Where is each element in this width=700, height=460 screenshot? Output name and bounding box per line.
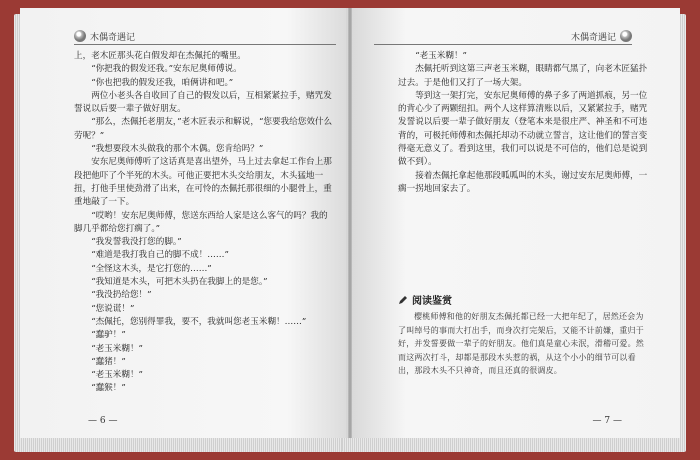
puppet-logo-icon (74, 30, 86, 42)
paragraph: “杰佩托，您别得罪我，要不，我就叫您老玉米糊！……” (91, 316, 307, 327)
paragraph: “老玉米糊！” (91, 370, 143, 381)
pen-icon (398, 295, 408, 305)
paragraph: “蠢猪！” (91, 356, 126, 367)
paragraph: 杰佩托听到这第三声老玉米糊，眼睛都气黑了，向老木匠猛扑过去。于是他们又打了一场大架。 (398, 64, 648, 88)
paragraph: “那么，杰佩托老朋友，”老木匠表示和解说，“您要我给您效什么劳呢？” (74, 117, 333, 141)
paragraph: 安东尼奥师傅听了这话真是喜出望外，马上过去拿起工作台上那段把他吓了个半死的木头。可他正要把木头交给朋友，木头猛地一扭，打他手里使劲滑了出来，在可怜的杰佩托那很细的小腿骨上，重重地敲了一下。 (74, 157, 332, 208)
left-running-head (74, 28, 135, 44)
paragraph: “你把我的假发还我。”安东尼奥师傅说。 (91, 64, 242, 75)
header-rule (74, 44, 336, 45)
paragraph: “哎哟！安东尼奥师傅，您送东西给人家是这么客气的吗？我的脚几乎都给您打瘸了。” (74, 210, 328, 234)
running-title: 木偶奇遇记 (570, 32, 616, 43)
page-number: — 6 — (88, 416, 118, 426)
paragraph: “老玉米糊！” (91, 343, 143, 354)
section-body (398, 310, 650, 378)
right-running-head (571, 28, 632, 44)
right-page-body (398, 50, 650, 196)
header-rule (374, 44, 632, 45)
paragraph: “难道是我打我自己的脚不成！……” (91, 250, 229, 261)
section-paragraph: 樱桃师傅和他的好朋友杰佩托都已经一大把年纪了，居然还会为了叫绰号的事而大打出手，而身次打完架后，又能不计前嫌，重归于好，并发誓要做一辈子的好朋友。他们真是童心未泯，滑稽可爱。然而这两次打斗，却都是那段木头惹的祸，从这个小小的细节可以看出，那段木头不只神奇，而且还真的很调皮。 (398, 312, 644, 375)
left-page-body (74, 50, 336, 396)
paragraph: 上，老木匠那头花白假发却在杰佩托的嘴里。 (74, 51, 246, 61)
paragraph: 两位小老头各自收回了自己的假发以后，互相紧紧拉手，赌咒发誓说以后要一辈子做好朋友。 (74, 90, 332, 115)
paragraph: “蠢猴！” (91, 383, 126, 394)
paragraph: “我没扔给您！” (91, 290, 152, 301)
paragraph: “你也把我的假发还我，咱俩讲和吧。” (91, 77, 234, 88)
book-gutter (348, 8, 352, 438)
puppet-logo-icon (620, 30, 632, 42)
running-title: 木偶奇遇记 (90, 32, 136, 43)
paragraph: “蠢驴！” (91, 330, 126, 341)
section-heading (398, 292, 452, 307)
paragraph: “我知道是木头，可把木头扔在我脚上的是您。” (91, 277, 268, 288)
section-title: 阅读鉴赏 (412, 296, 452, 307)
paragraph: “我想要段木头做我的那个木偶。您肯给吗？” (91, 144, 264, 155)
paragraph: 接着杰佩托拿起他那段呱呱叫的木头，谢过安东尼奥师傅，一瘸一拐地回家去了。 (398, 170, 648, 194)
right-page (346, 8, 680, 438)
paragraph: 等到这一架打完，安东尼奥师傅的鼻子多了两道抓痕，另一位的背心少了两颗纽扣。两个人这样算清账以后，又紧紧拉手，赌咒发誓说以后要一辈子做好朋友（登笔本来是很庄严、神圣和不可违背的，可极托师傅和杰佩托却动不动就立誓言，这让他们的誓言变得毫无意义了。看到这里，我们可以说是不可信的，他们总是说到做不到）。 (398, 90, 648, 168)
left-page (20, 8, 354, 438)
page-number: — 7 — (592, 416, 622, 426)
paragraph: “您说谎！” (91, 303, 135, 314)
open-book (14, 8, 686, 452)
paragraph: “我发誓我没打您的脚。” (91, 237, 182, 248)
paragraph: “老玉米糊！” (415, 51, 467, 61)
paragraph: “全怪这木头，是它打您的……” (91, 263, 212, 274)
